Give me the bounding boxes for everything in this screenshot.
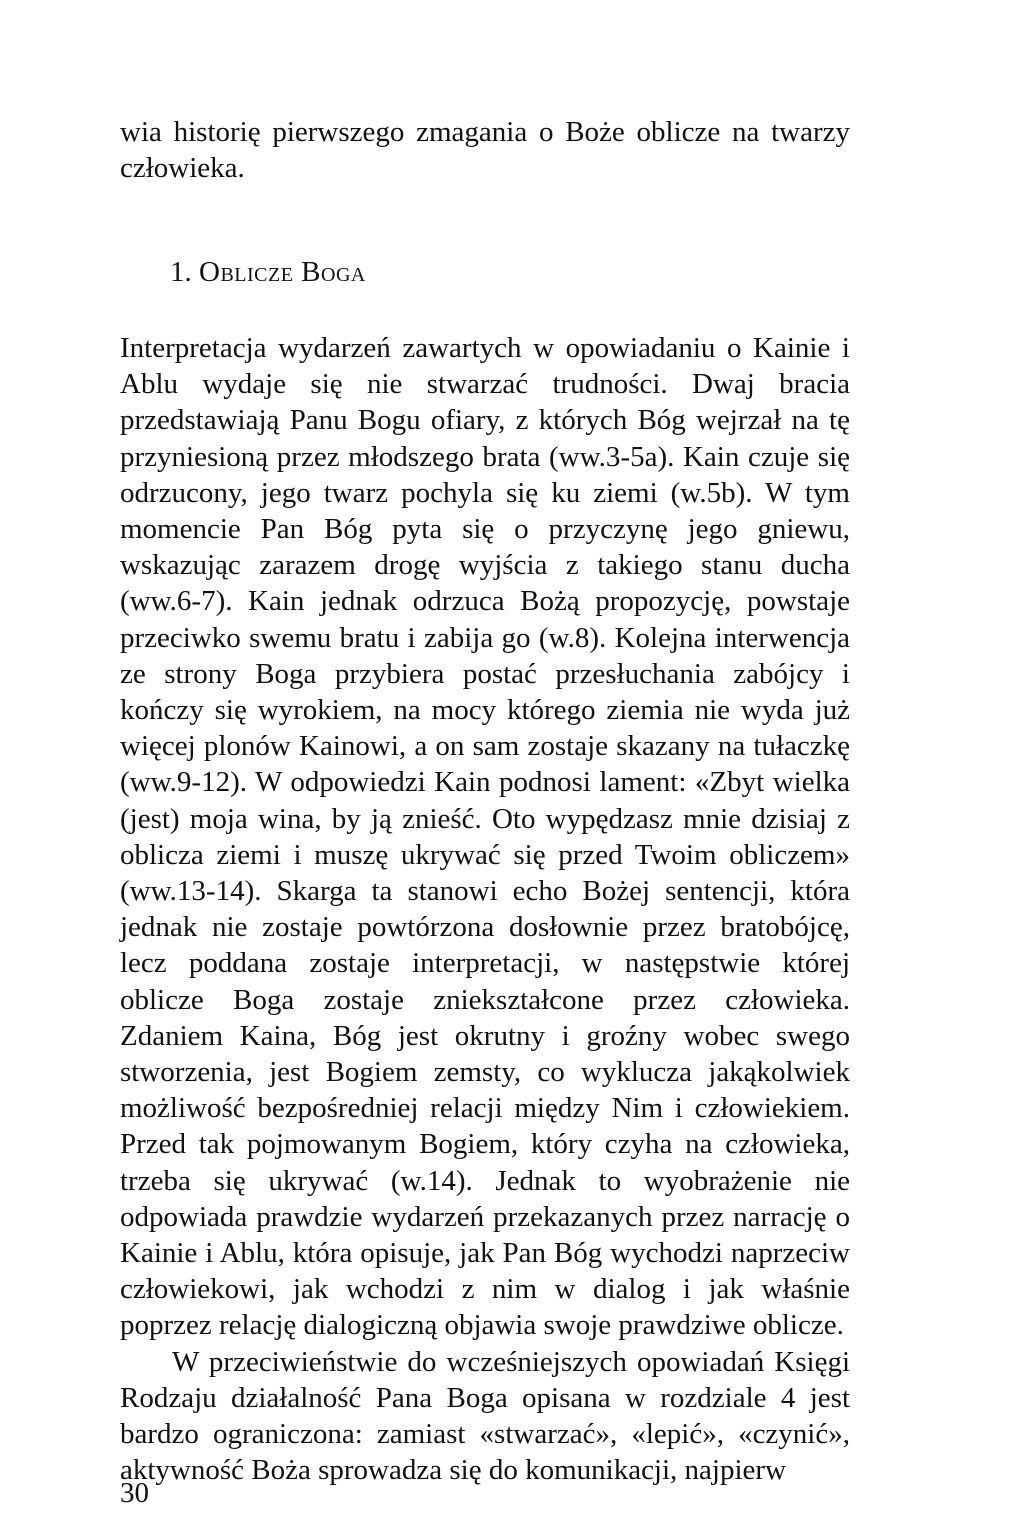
body-text: [120, 330, 850, 1489]
page-number: 30: [120, 1477, 149, 1509]
paragraph-1: Interpretacja wydarzeń zawartych w opowiadaniu o Kainie i Ablu wydaje się nie stwarzać trudności. Dwaj bracia przedstawiają Panu Bogu ofiary, z których Bóg wejrzał na tę przyniesioną przez młodszego brata (ww.3-5a). Kain czuje się odrzucony, jego twarz pochyla się ku ziemi (w.5b). W tym momencie Pan Bóg pyta się o przyczynę jego gniewu, wskazując zarazem drogę wyjścia z takiego stanu ducha (ww.6-7). Kain jednak odrzuca Bożą propozycję, powstaje przeciwko swemu bratu i zabija go (w.8). Kolejna interwencja ze strony Boga przybiera postać przesłuchania zabójcy i kończy się wyrokiem, na mocy którego ziemia nie wyda już więcej plonów Kainowi, a on sam zostaje skazany na tułaczkę (ww.9-12). W odpowiedzi Kain podnosi lament: «Zbyt wielka (jest) moja wina, by ją znieść. Oto wypędzasz mnie dzisiaj z oblicza ziemi i muszę ukrywać się przed Twoim obliczem» (ww.13-14). Skarga ta stanowi echo Bożej sentencji, która jednak nie zostaje powtórzona dosłownie przez bratobójcę, lecz poddana zostaje interpretacji, w następstwie której oblicze Boga zostaje zniekształcone przez człowieka. Zdaniem Kaina, Bóg jest okrutny i groźny wobec swego stworzenia, jest Bogiem zemsty, co wyklucza jakąkolwiek możliwość bezpośredniej relacji między Nim i człowiekiem. Przed tak pojmowanym Bogiem, który czyha na człowieka, trzeba się ukrywać (w.14). Jednak to wyobrażenie nie odpowiada prawdzie wydarzeń przekazanych przez narrację o Kainie i Ablu, która opisuje, jak Pan Bóg wychodzi naprzeciw człowiekowi, jak wchodzi z nim w dialog i jak właśnie poprzez relację dialogiczną objawia swoje prawdziwe oblicze.: [120, 332, 850, 1342]
section-title: Oblicze Boga: [199, 256, 366, 288]
paragraph-2: W przeciwieństwie do wcześniejszych opowiadań Księgi Rodzaju działalność Pana Boga opisana w rozdziale 4 jest bardzo ograniczona: zamiast «stwarzać», «lepić», «czynić», aktywność Boża sprowadza się do komunikacji, najpierw: [120, 1345, 850, 1487]
section-heading: [170, 254, 366, 290]
intro-text: wia historię pierwszego zmagania o Boże oblicze na twarzy człowieka.: [120, 116, 850, 185]
section-number: 1.: [170, 256, 192, 288]
